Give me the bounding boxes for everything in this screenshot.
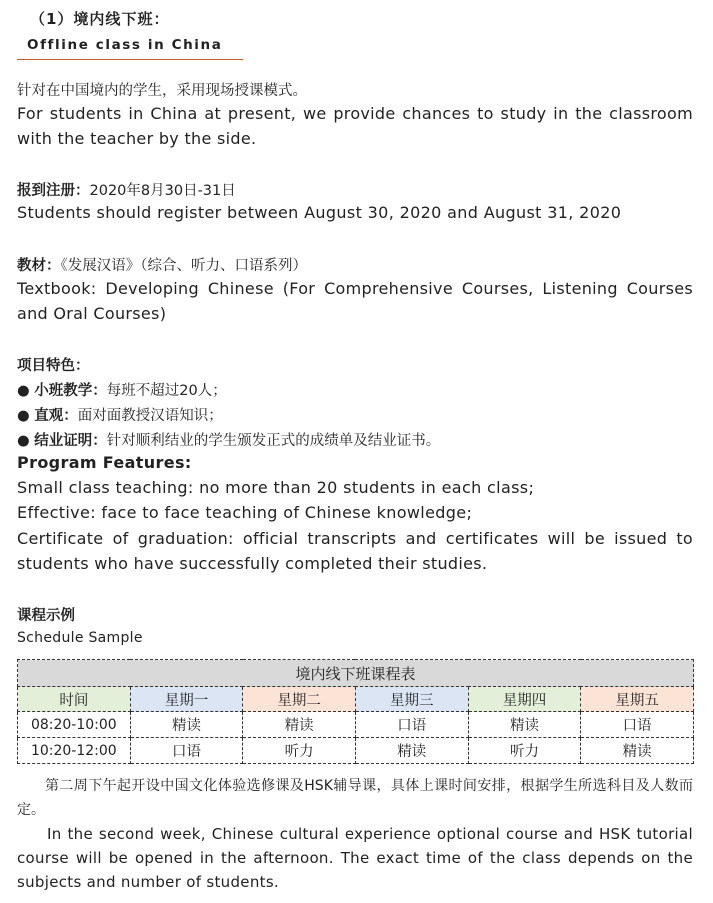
features-heading-zh: 项目特色： <box>17 358 90 374</box>
feature-label: 小班教学： <box>34 383 107 399</box>
column-header-thursday: 星期四 <box>468 687 581 712</box>
column-header-monday: 星期一 <box>130 687 243 712</box>
feature-text: 每班不超过20人； <box>106 383 227 399</box>
textbook-value: 《发展汉语》（综合、听力、口语系列） <box>60 258 307 274</box>
column-header-friday: 星期五 <box>581 687 694 712</box>
textbook-label: 教材： <box>17 258 61 274</box>
feature-en-item: Certificate of graduation: official transcripts and certificates will be issued to students who have successfully completed their studies. <box>17 529 693 573</box>
note-en: In the second week, Chinese cultural experience optional course and HSK tutorial course will be opened in the afternoon. The exact time of the class depends on the subjects and number of students. <box>17 825 693 891</box>
bullet-icon: ● <box>17 408 30 424</box>
time-cell: 10:20-12:00 <box>18 738 131 764</box>
course-cell: 精读 <box>468 712 581 738</box>
course-cell: 听力 <box>243 738 356 764</box>
feature-item <box>17 379 227 400</box>
course-cell: 精读 <box>243 712 356 738</box>
note-zh: 第二周下午起开设中国文化体验选修课及HSK辅导课，具体上课时间安排，根据学生所选科目及人数而定。 <box>17 778 693 818</box>
table-row <box>18 738 694 764</box>
course-cell: 口语 <box>355 712 468 738</box>
intro-en: For students in China at present, we provide chances to study in the classroom with the teacher by the side. <box>17 104 693 148</box>
column-header-time: 时间 <box>18 687 131 712</box>
feature-text: 针对顺利结业的学生颁发正式的成绩单及结业证书。 <box>106 433 441 449</box>
feature-label: 直观： <box>34 408 78 424</box>
section-subtitle: Offline class in China <box>27 37 223 53</box>
textbook-en: Textbook: Developing Chinese (For Comprehensive Courses, Listening Courses and Oral Courses) <box>17 279 693 323</box>
feature-text: 面对面教授汉语知识； <box>77 408 223 424</box>
course-cell: 听力 <box>468 738 581 764</box>
section-title: （1）境内线下班： <box>30 10 170 28</box>
textbook-zh <box>17 254 307 275</box>
column-header-wednesday: 星期三 <box>355 687 468 712</box>
features-heading-en: Program Features: <box>17 453 192 472</box>
course-cell: 精读 <box>355 738 468 764</box>
course-cell: 精读 <box>581 738 694 764</box>
bullet-icon: ● <box>17 383 30 399</box>
feature-label: 结业证明： <box>34 433 107 449</box>
course-cell: 精读 <box>130 712 243 738</box>
course-cell: 口语 <box>581 712 694 738</box>
feature-en-item: Effective: face to face teaching of Chinese knowledge; <box>17 503 473 522</box>
table-row <box>18 712 694 738</box>
feature-item <box>17 429 440 450</box>
registration-label: 报到注册： <box>17 183 90 199</box>
intro-zh: 针对在中国境内的学生，采用现场授课模式。 <box>17 83 307 99</box>
course-cell: 口语 <box>130 738 243 764</box>
bullet-icon: ● <box>17 433 30 449</box>
table-title: 境内线下班课程表 <box>18 660 694 687</box>
feature-item <box>17 404 223 425</box>
registration-en: Students should register between August 30, 2020 and August 31, 2020 <box>17 203 622 222</box>
schedule-heading-en: Schedule Sample <box>17 630 143 646</box>
registration-value: 2020年8月30日-31日 <box>89 183 236 199</box>
registration-zh <box>17 179 236 200</box>
feature-en-item: Small class teaching: no more than 20 students in each class; <box>17 478 535 497</box>
column-header-tuesday: 星期二 <box>243 687 356 712</box>
schedule-heading-zh: 课程示例 <box>17 608 75 624</box>
schedule-table <box>17 659 694 764</box>
time-cell: 08:20-10:00 <box>18 712 131 738</box>
section-underline <box>17 59 243 60</box>
